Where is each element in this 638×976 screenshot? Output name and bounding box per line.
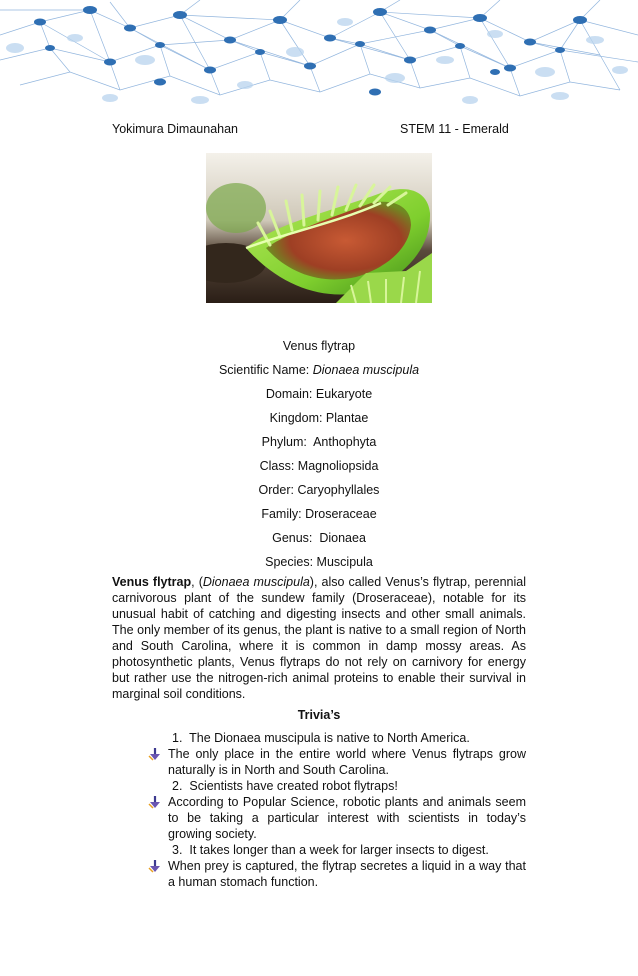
taxonomy-block xyxy=(0,334,638,574)
trivia-detail-3 xyxy=(168,858,526,890)
trivia-detail-3-text: When prey is captured, the flytrap secretes a liquid in a way that a human stomach function. xyxy=(168,859,526,889)
scientific-name-value: Dionaea muscipula xyxy=(312,363,420,377)
domain-line: Domain: Eukaryote xyxy=(265,387,373,401)
network-banner xyxy=(0,0,638,115)
arrow-bullet-icon xyxy=(148,859,162,873)
description-italic-name: Dionaea muscipula xyxy=(202,575,310,589)
trivia-detail-1 xyxy=(168,746,526,778)
family-line: Family: Droseraceae xyxy=(261,507,377,521)
trivia-detail-2 xyxy=(168,794,526,842)
class-section: STEM 11 - Emerald xyxy=(400,122,509,136)
genus-line: Genus: Dionaea xyxy=(272,531,366,545)
description-body: ), also called Venus’s flytrap, perennial carnivorous plant of the sundew family (Droseraceae), notable for its unusual habit of catching and digesting insects and other small animals. The only member of its genus, the plant is native to a small region of North and South Carolina, where it is common in damp mossy areas. As photosynthetic plants, Venus flytraps do not rely on carnivory for energy but rather use the nitrogen-rich animal proteins to enable their survival in marginal soil conditions. xyxy=(112,575,526,701)
description-lead: Venus flytrap xyxy=(112,575,192,589)
scientific-name xyxy=(0,358,638,382)
trivia-fact-1: 1. The Dionaea muscipula is native to North America. xyxy=(172,731,470,745)
arrow-bullet-icon xyxy=(148,795,162,809)
trivia-fact-2: 2. Scientists have created robot flytraps! xyxy=(172,779,398,793)
trivia-fact-3: 3. It takes longer than a week for larger insects to digest. xyxy=(172,843,489,857)
author-name: Yokimura Dimaunahan xyxy=(112,122,239,136)
arrow-bullet-icon xyxy=(148,747,162,761)
description-paragraph xyxy=(112,574,526,702)
trivia-detail-2-text: According to Popular Science, robotic plants and animals seem to be taking a particular interest with scientists in today’s growing society. xyxy=(168,795,526,841)
kingdom-line: Kingdom: Plantae xyxy=(269,411,369,425)
description-sep: , ( xyxy=(191,575,203,589)
trivia-title: Trivia’s xyxy=(297,708,341,722)
phylum-line: Phylum: Anthophyta xyxy=(261,435,377,449)
species-line: Species: Muscipula xyxy=(265,555,373,569)
venus-flytrap-photo xyxy=(206,153,432,303)
trivia-detail-1-text: The only place in the entire world where Venus flytraps grow naturally is in North and South Carolina. xyxy=(168,747,526,777)
trivia-list xyxy=(168,730,526,890)
order-line: Order: Caryophyllales xyxy=(258,483,380,497)
class-line: Class: Magnoliopsida xyxy=(259,459,379,473)
common-name: Venus flytrap xyxy=(282,339,356,353)
scientific-name-label: Scientific Name: xyxy=(218,363,310,377)
